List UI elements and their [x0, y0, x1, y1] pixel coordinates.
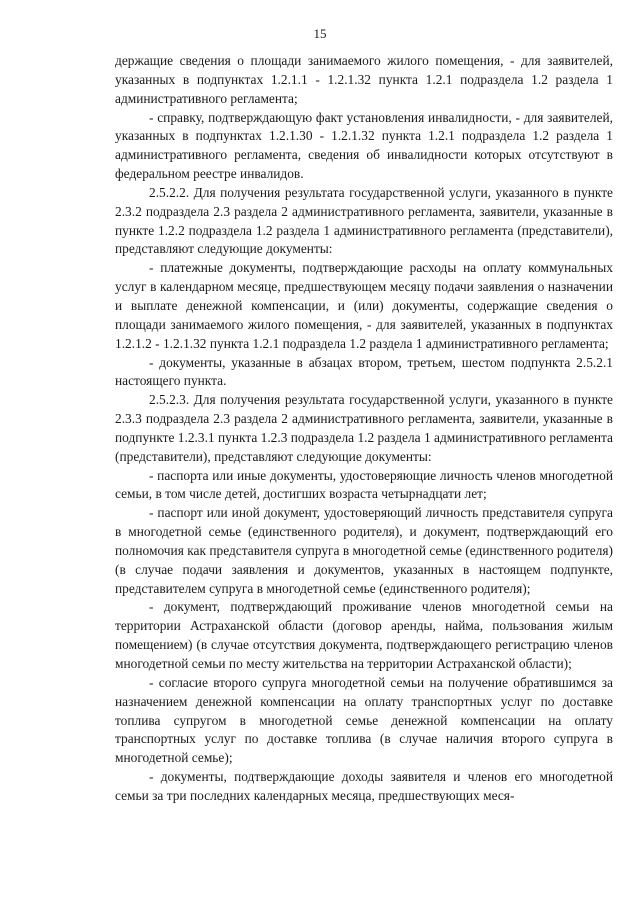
paragraph: - паспорт или иной документ, удостоверяющий личность представителя супруга в многодетной семье (единственного родителя), и документ, подтверждающий его полномочия как представителя супруга в многодетной семье (единственного родителя) (в случае подачи заявления и документов, указанных в настоящем подпункте, представителем супруга в многодетной семье (единственного родителя); [115, 505, 613, 596]
paragraph: - платежные документы, подтверждающие расходы на оплату коммунальных услуг в календарном месяце, предшествующем месяцу подачи заявления о назначении и выплате денежной компенсации, и (или) документы, содержащие сведения о площади занимаемого жилого помещения, - для заявителей, указанных в подпунктах 1.2.1.2 - 1.2.1.32 пункта 1.2.1 подраздела 1.2 раздела 1 административного регламента; [115, 260, 613, 351]
paragraph: - справку, подтверждающую факт установления инвалидности, - для заявителей, указанных в подпунктах 1.2.1.30 - 1.2.1.32 пункта 1.2.1 подраздела 1.2 раздела 1 административного регламента, сведения об инвалидности которых отсутствуют в федеральном реестре инвалидов. [115, 109, 613, 182]
paragraph-continuation: держащие сведения о площади занимаемого жилого помещения, - для заявителей, указанных в подпунктах 1.2.1.1 - 1.2.1.32 пункта 1.2.1 подраздела 1.2 раздела 1 административного регламента; [115, 53, 613, 106]
paragraph: - документы, указанные в абзацах втором, третьем, шестом подпункта 2.5.2.1 настоящего пункта. [115, 354, 613, 389]
paragraph: - документы, подтверждающие доходы заявителя и членов его многодетной семьи за три последних календарных месяца, предшествующих меся- [115, 769, 613, 803]
page-number: 15 [313, 26, 327, 41]
paragraph: - согласие второго супруга многодетной семьи на получение обратившимся за назначением денежной компенсации на оплату транспортных услуг по доставке топлива супругом в многодетной семье денежной компенсации на оплату транспортных услуг по доставке топлива (в случае наличия второго супруга в многодетной семье); [115, 674, 613, 766]
paragraph: - паспорта или иные документы, удостоверяющие личность членов многодетной семьи, в том числе детей, достигших возраста четырнадцати лет; [115, 467, 613, 502]
paragraph: 2.5.2.3. Для получения результата государственной услуги, указанного в пункте 2.3.3 подраздела 2.3 раздела 2 административного регламента, заявители, указанные в подпункте 1.2.3.1 пункта 1.2.3 подраздела 1.2 раздела 1 административного регламента (представители), представляют следующие документы: [115, 392, 614, 464]
paragraph: 2.5.2.2. Для получения результата государственной услуги, указанного в пункте 2.3.2 подраздела 2.3 раздела 2 административного регламента, заявители, указанные в пункте 1.2.2 подраздела 1.2 раздела 1 административного регламента (представители), представляют следующие документы: [115, 184, 613, 257]
paragraph: - документ, подтверждающий проживание членов многодетной семьи на территории Астраханской области (договор аренды, найма, пользования жилым помещением) (в случае отсутствия документа, подтверждающего регистрацию членов многодетной семьи по месту жительства на территории Астраханской области); [115, 599, 613, 671]
document-body [115, 52, 613, 806]
